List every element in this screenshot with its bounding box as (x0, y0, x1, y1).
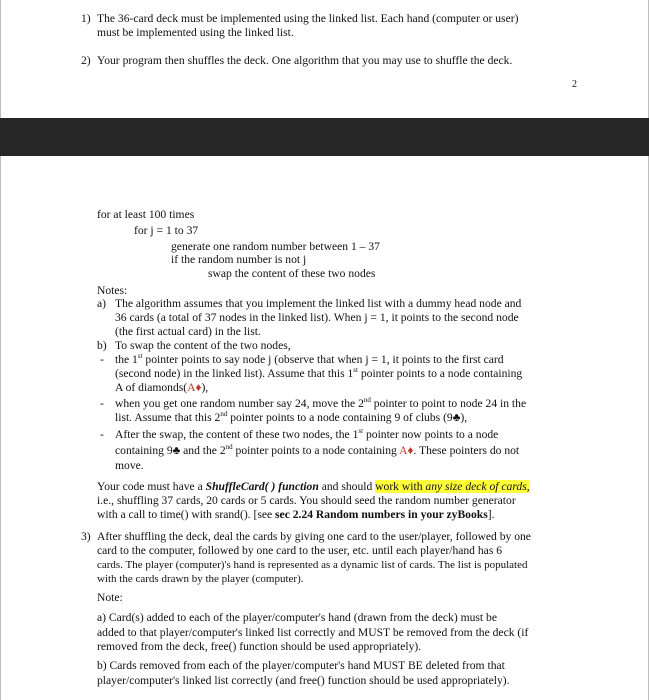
note-a-line-3: (the first actual card) in the list. (115, 325, 261, 338)
page-number: 2 (572, 79, 577, 90)
item-1-line-2: must be implemented using the linked list. (97, 26, 294, 39)
item-3-line-2: card to the computer, followed by one card to the user, etc. until each player/hand has 6 (97, 544, 503, 557)
note-b-title: To swap the content of the two nodes, (115, 339, 291, 352)
note-a-line-2: 36 cards (a total of 37 nodes in the linked list). When j = 1, it points to the second node (115, 311, 519, 324)
item-3-number: 3) (81, 530, 91, 543)
note-b1-line-1: the 1st pointer points to say node j (observe that when j = 1, it points to the first card (115, 352, 504, 366)
note-b-bullet-1: - (100, 353, 104, 366)
item-3-note-b-line-1: b) Cards removed from each of the player/computer's hand MUST BE deleted from that (97, 659, 505, 672)
algo-line-2: for j = 1 to 37 (134, 224, 199, 237)
item-1-line-1: The 36-card deck must be implemented using the linked list. Each hand (computer or user) (97, 12, 519, 25)
note-b3-line-2: containing 9♣ and the 2nd pointer points to a node containing A♦. These pointers do not (115, 443, 520, 457)
item-3-note-a-line-2: added to that player/computer's linked list correctly and MUST be removed from the deck (if (97, 626, 529, 639)
item-3-line-3: cards. The player (computer)'s hand is represented as a dynamic list of cards. The list is populated (97, 559, 528, 571)
shuffle-line-2: i.e., shuffling 37 cards, 20 cards or 5 cards. You should seed the random number generator (97, 494, 516, 507)
note-b-bullet-3: - (100, 428, 104, 441)
note-b-label: b) (97, 339, 107, 352)
item-3-note-a-line-1: a) Card(s) added to each of the player/computer's hand (drawn from the deck) must be (97, 611, 497, 624)
note-b3-line-1: After the swap, the content of these two nodes, the 1st pointer now points to a node (115, 427, 499, 441)
note-b2-line-1: when you get one random number say 24, move the 2nd pointer to point to node 24 in the (115, 396, 527, 410)
item-3-line-4: with the cards drawn by the player (computer). (97, 573, 304, 585)
algo-line-1: for at least 100 times (97, 208, 195, 221)
item-3-note-a-line-3: removed from the deck, free() function should be used appropriately). (97, 640, 422, 653)
item-3-line-1: After shuffling the deck, deal the cards by giving one card to the user/player, followed by one (97, 530, 531, 543)
item-1-number: 1) (81, 12, 91, 25)
note-b2-line-2: list. Assume that this 2nd pointer points to a node containing 9 of clubs (9♣), (115, 410, 468, 424)
note-a-line-1: The algorithm assumes that you implement the linked list with a dummy head node and (115, 297, 522, 310)
note-b3-line-3: move. (115, 459, 144, 472)
shuffle-line-3: with a call to time() with srand(). [see sec 2.24 Random numbers in your zyBooks]. (97, 508, 495, 521)
note-a-label: a) (97, 297, 107, 310)
item-2-number: 2) (81, 54, 91, 67)
algo-line-4: if the random number is not j (171, 253, 307, 266)
page-gap (0, 118, 649, 156)
algo-line-5: swap the content of these two nodes (208, 267, 376, 280)
shuffle-line-1: Your code must have a ShuffleCard( ) function and should work with any size deck of cards, (97, 480, 530, 493)
document-page-2 (0, 156, 649, 700)
note-b-bullet-2: - (100, 397, 104, 410)
notes-title: Notes: (97, 284, 128, 297)
item-3-note-title: Note: (97, 591, 123, 604)
algo-line-3: generate one random number between 1 – 37 (171, 240, 380, 253)
document-page-1 (0, 0, 649, 118)
item-2-line-1: Your program then shuffles the deck. One algorithm that you may use to shuffle the deck. (97, 54, 513, 67)
note-b1-line-2: (second node) in the linked list). Assume that this 1st pointer points to a node containing (115, 366, 523, 380)
item-3-note-b-line-2: player/computer's linked list correctly (and free() function should be used appropriately). (97, 674, 510, 687)
note-b1-line-3: A of diamonds(A♦), (115, 381, 209, 394)
